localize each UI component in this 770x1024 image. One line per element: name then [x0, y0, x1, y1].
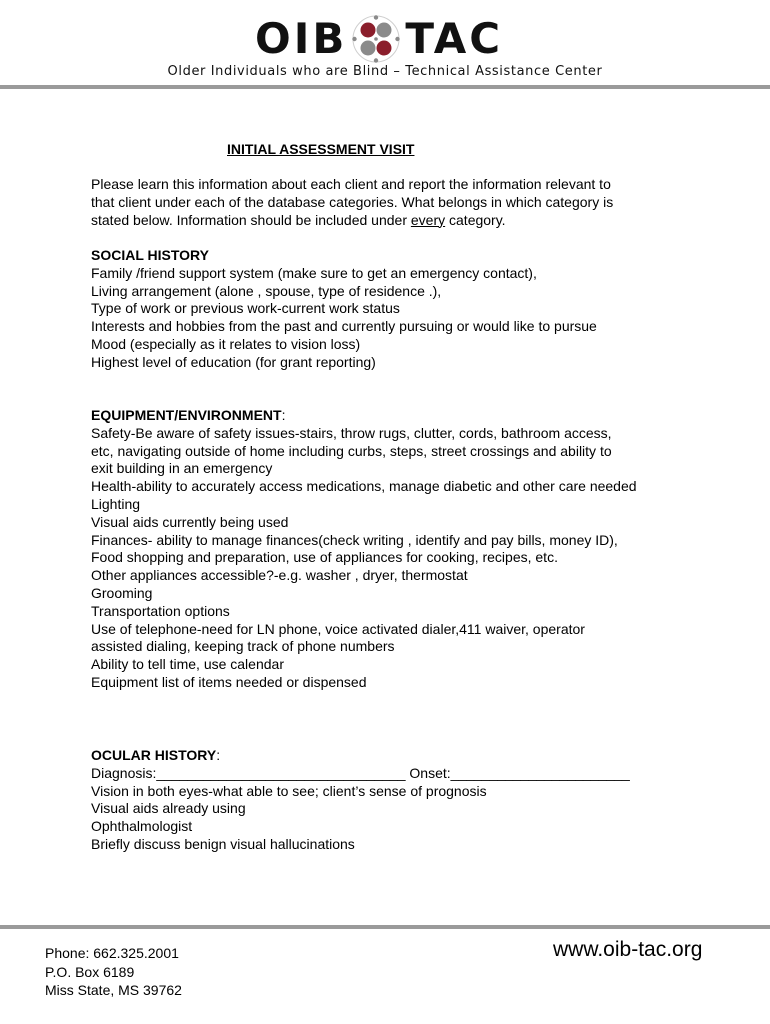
list-item: Ophthalmologist: [91, 818, 193, 835]
emphasis-every: every: [410, 211, 446, 228]
section-heading-line: [91, 407, 731, 425]
oib-tac-logo: [255, 14, 503, 64]
list-item: Highest level of education (for grant reporting): [91, 353, 376, 370]
list-item: assisted dialing, keeping track of phone numbers: [91, 638, 395, 655]
list-item: exit building in an emergency: [91, 460, 273, 477]
diagnosis-onset-line: Diagnosis:________________________________ Onset:_______________________: [91, 764, 630, 781]
list-item: Visual aids already using: [91, 800, 246, 817]
ocular-history-section: [91, 747, 731, 854]
logo-text-tac: TAC: [405, 14, 504, 63]
intro-line: [91, 212, 731, 230]
header-divider: [0, 85, 770, 89]
intro-text: stated below. Information should be included under: [91, 211, 411, 228]
document-title: INITIAL ASSESSMENT VISIT: [227, 141, 415, 157]
list-item: Family /friend support system (make sure to get an emergency contact),: [91, 264, 537, 281]
footer-po-box: P.O. Box 6189: [45, 963, 135, 980]
footer-website: www.oib-tac.org: [553, 938, 703, 961]
list-item: Finances- ability to manage finances(check writing , identify and pay bills, money ID),: [91, 531, 618, 548]
list-item: Transportation options: [91, 602, 230, 619]
list-item: Vision in both eyes-what able to see; client’s sense of prognosis: [91, 782, 487, 799]
logo-text-oib: OIB: [255, 14, 348, 63]
header: [0, 0, 770, 92]
list-item: Safety-Be aware of safety issues-stairs, throw rugs, clutter, cords, bathroom access,: [91, 424, 612, 441]
footer-phone: Phone: 662.325.2001: [45, 945, 179, 961]
intro-line: that client under each of the database categories. What belongs in which category is: [91, 193, 614, 210]
list-item: Use of telephone-need for LN phone, voice activated dialer,411 waiver, operator: [91, 620, 585, 637]
list-item: Equipment list of items needed or dispensed: [91, 673, 367, 690]
heading-colon: :: [281, 407, 286, 423]
list-item: etc, navigating outside of home including curbs, steps, street crossings and ability to: [91, 442, 612, 459]
footer-city: Miss State, MS 39762: [45, 982, 182, 998]
equipment-environment-section: [91, 407, 731, 692]
list-item: Visual aids currently being used: [91, 513, 289, 530]
section-heading: SOCIAL HISTORY: [91, 247, 209, 263]
grid-dots-logo-icon: [351, 14, 401, 64]
list-item: Grooming: [91, 584, 153, 601]
tagline: Older Individuals who are Blind – Technical Assistance Center: [167, 64, 603, 79]
heading-colon: :: [216, 747, 221, 763]
list-item: Briefly discuss benign visual hallucinations: [91, 835, 355, 852]
list-item: Lighting: [91, 495, 141, 512]
intro-paragraph: [91, 176, 731, 229]
footer-divider: [0, 925, 770, 929]
intro-text: category.: [445, 211, 506, 228]
footer-contact: [45, 944, 182, 1000]
list-item: Living arrangement (alone , spouse, type of residence .),: [91, 282, 442, 299]
intro-line: Please learn this information about each client and report the information relevant to: [91, 176, 611, 192]
section-heading: OCULAR HISTORY: [91, 747, 217, 763]
list-item: Type of work or previous work-current work status: [91, 300, 400, 317]
section-heading-line: [91, 747, 731, 765]
list-item: Other appliances accessible?-e.g. washer , dryer, thermostat: [91, 567, 468, 584]
list-item: Ability to tell time, use calendar: [91, 656, 284, 673]
section-heading: EQUIPMENT/ENVIRONMENT: [91, 407, 282, 423]
list-item: Health-ability to accurately access medications, manage diabetic and other care needed: [91, 478, 637, 495]
list-item: Interests and hobbies from the past and currently pursuing or would like to pursue: [91, 318, 597, 335]
list-item: Mood (especially as it relates to vision loss): [91, 335, 361, 352]
social-history-section: [91, 247, 731, 372]
list-item: Food shopping and preparation, use of appliances for cooking, recipes, etc.: [91, 549, 558, 566]
